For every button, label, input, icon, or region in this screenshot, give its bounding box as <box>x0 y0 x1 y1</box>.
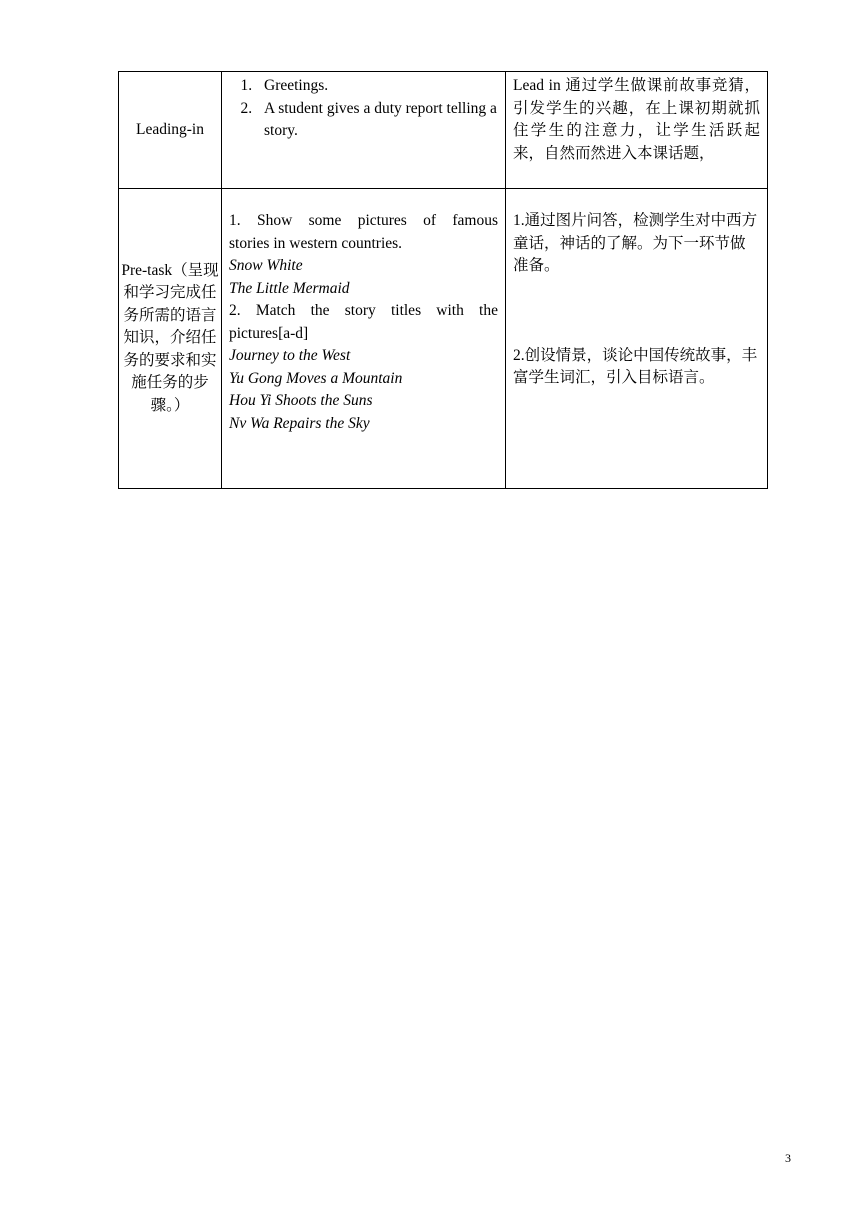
story-title: Journey to the West <box>229 347 351 364</box>
purpose-text: Lead in 通过学生做课前故事竞猜，引发学生的兴趣，在上课初期就抓住学生的注意力，让学生活跃起来，自然而然进入本课话题， <box>513 77 760 162</box>
list-item: 2. A student gives a duty report telling a story. <box>256 98 497 143</box>
activity-list <box>230 75 497 143</box>
story-title: Hou Yi Shoots the Suns <box>229 392 373 409</box>
stage-cell <box>119 189 222 489</box>
list-item: 1. Greetings. <box>256 75 497 98</box>
stage-label: Leading-in <box>135 120 204 138</box>
activity-cell <box>222 189 506 489</box>
lesson-plan-table <box>118 71 768 489</box>
purpose-cell <box>506 189 768 489</box>
activity-line: 2. Match the story titles with the <box>229 302 498 319</box>
activity-line: stories in western countries. <box>229 234 403 252</box>
stage-cell <box>119 72 222 189</box>
table-row <box>119 189 768 489</box>
activity-line: 1. Show some pictures of famous <box>229 212 498 229</box>
spacer <box>513 278 760 345</box>
activity-line: pictures[a-d] <box>229 324 309 342</box>
story-title: Nv Wa Repairs the Sky <box>229 414 370 432</box>
page-number: 3 <box>785 1151 791 1165</box>
purpose-text: 1.通过图片问答，检测学生对中西方童话，神话的了解。为下一环节做准备。 <box>513 212 758 274</box>
story-title: Snow White <box>229 257 303 274</box>
story-title: Yu Gong Moves a Mountain <box>229 369 403 387</box>
activity-cell <box>222 72 506 189</box>
purpose-cell <box>506 72 768 189</box>
story-title: The Little Mermaid <box>229 279 350 297</box>
purpose-text: 2.创设情景，谈论中国传统故事，丰富学生词汇，引入目标语言。 <box>513 346 758 386</box>
table-row <box>119 72 768 189</box>
stage-label: Pre-task（呈现和学习完成任务所需的语言知识，介绍任务的要求和实施任务的步骤。） <box>121 261 219 414</box>
